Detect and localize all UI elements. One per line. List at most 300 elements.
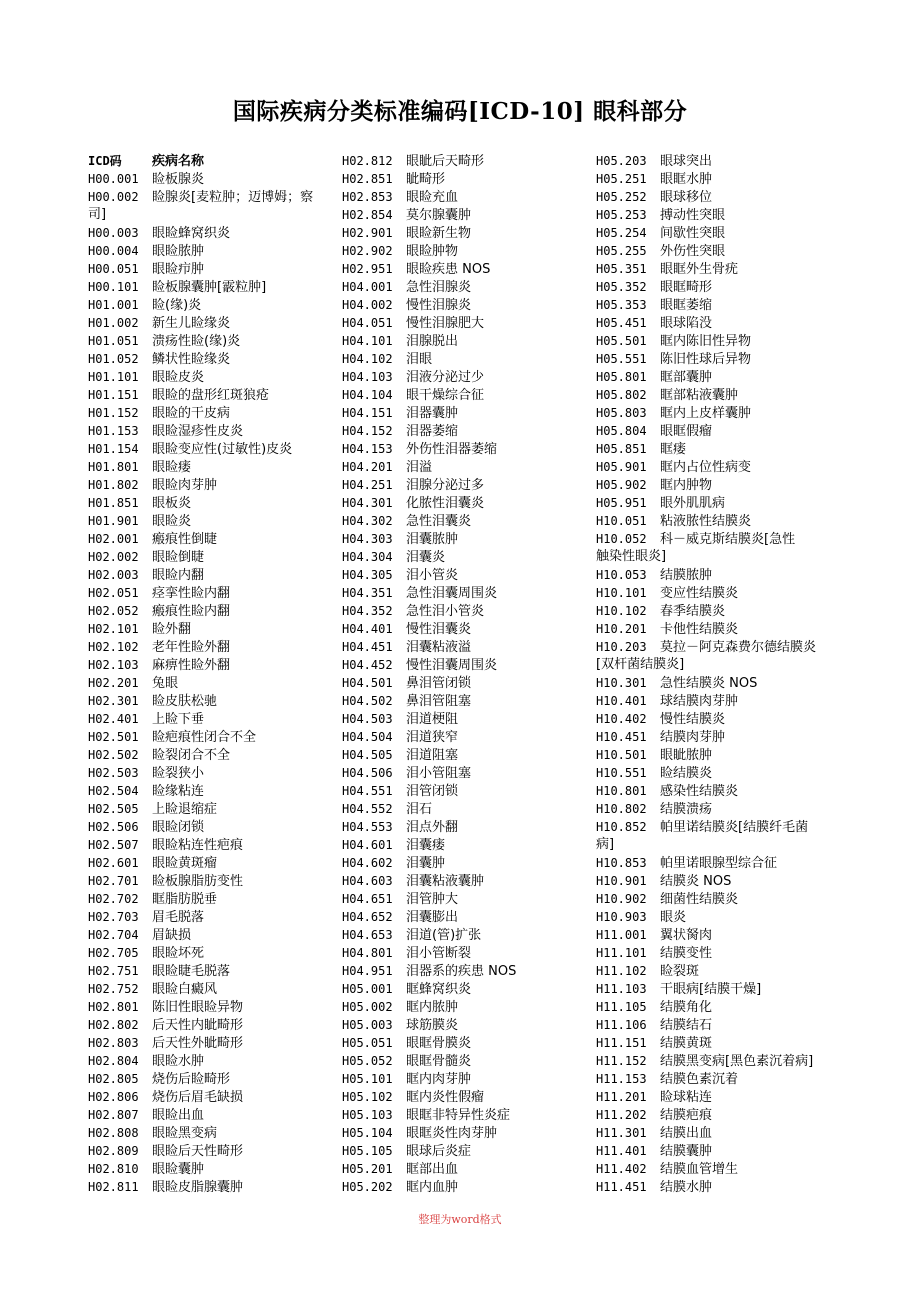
disease-name: 眼眦后天畸形 <box>406 154 485 169</box>
disease-name: 眼炎 <box>660 910 687 925</box>
icd-code: H11.301 <box>596 1126 647 1140</box>
icd-code: H02.002 <box>88 550 139 564</box>
table-row <box>596 746 841 764</box>
icd-code: H11.106 <box>596 1018 647 1032</box>
icd-code: H04.001 <box>342 280 393 294</box>
icd-code: H02.951 <box>342 262 393 276</box>
icd-code: H10.852 <box>596 820 647 834</box>
icd-code: H04.653 <box>342 928 393 942</box>
table-row <box>342 746 587 764</box>
table-row <box>342 242 587 260</box>
table-row <box>342 260 587 278</box>
table-row <box>88 674 333 692</box>
disease-name: 结膜色素沉着 <box>660 1072 739 1087</box>
table-row <box>596 512 841 530</box>
icd-code: H04.506 <box>342 766 393 780</box>
disease-name: 眼睑内翻 <box>152 568 205 583</box>
icd-code: H05.001 <box>342 982 393 996</box>
table-row <box>342 998 587 1016</box>
icd-code: H02.808 <box>88 1126 139 1140</box>
icd-code: H02.804 <box>88 1054 139 1068</box>
disease-name: 泪囊肿 <box>406 856 446 871</box>
table-row <box>88 710 333 728</box>
disease-name: 眼眶骨髓炎 <box>406 1054 472 1069</box>
table-row <box>596 296 841 314</box>
disease-name: 鼻泪管阻塞 <box>406 694 472 709</box>
table-row <box>88 944 333 962</box>
disease-name: 帕里诺结膜炎[结膜纤毛菌 <box>660 820 809 835</box>
icd-code: H04.401 <box>342 622 393 636</box>
icd-code: H01.152 <box>88 406 139 420</box>
icd-code: H05.203 <box>596 154 647 168</box>
disease-name: 烧伤后眉毛缺损 <box>152 1090 244 1105</box>
disease-name: 睑外翻 <box>152 622 192 637</box>
disease-name: 睑(缘)炎 <box>152 298 202 313</box>
icd-code: H02.506 <box>88 820 139 834</box>
table-row <box>596 1034 841 1052</box>
table-row <box>596 872 841 890</box>
icd-code: H04.601 <box>342 838 393 852</box>
table-row <box>88 818 333 836</box>
disease-name: 痉挛性睑内翻 <box>152 586 231 601</box>
table-row <box>88 584 333 602</box>
disease-name: 球结膜肉芽肿 <box>660 694 739 709</box>
table-row <box>88 260 333 278</box>
icd-code: H01.002 <box>88 316 139 330</box>
icd-code: H05.255 <box>596 244 647 258</box>
icd-code: H00.002 <box>88 190 139 204</box>
icd-code: H05.804 <box>596 424 647 438</box>
icd-code: H11.451 <box>596 1180 647 1194</box>
disease-name-continuation: 病] <box>596 837 615 852</box>
disease-name: 眼睑白癜风 <box>152 982 218 997</box>
icd-code: H02.752 <box>88 982 139 996</box>
icd-code: H05.353 <box>596 298 647 312</box>
disease-name-continuation: [双杆菌结膜炎] <box>596 657 685 672</box>
disease-name: 眼睑疖肿 <box>152 262 205 277</box>
table-row <box>342 386 587 404</box>
disease-name: 泪溢 <box>406 460 433 475</box>
table-row <box>596 908 841 926</box>
table-row <box>342 188 587 206</box>
table-row <box>596 890 841 908</box>
table-row <box>596 206 841 224</box>
table-row <box>342 548 587 566</box>
disease-name: 眼眶水肿 <box>660 172 713 187</box>
table-row <box>342 314 587 332</box>
table-row <box>596 242 841 260</box>
table-row <box>88 926 333 944</box>
disease-name: 结膜出血 <box>660 1126 713 1141</box>
icd-code: H05.201 <box>342 1162 393 1176</box>
icd-code: H11.102 <box>596 964 647 978</box>
icd-code: H01.101 <box>88 370 139 384</box>
icd-code: H02.803 <box>88 1036 139 1050</box>
disease-name: 结膜黑变病[黑色素沉着病] <box>660 1054 814 1069</box>
icd-code: H02.751 <box>88 964 139 978</box>
disease-name: 上睑下垂 <box>152 712 205 727</box>
table-row <box>596 404 841 422</box>
icd-code: H01.051 <box>88 334 139 348</box>
table-row <box>342 206 587 224</box>
disease-name: 鼻泪管闭锁 <box>406 676 472 691</box>
icd-code: H04.603 <box>342 874 393 888</box>
disease-name: 眼球移位 <box>660 190 713 205</box>
icd-code: H00.101 <box>88 280 139 294</box>
icd-code: H05.902 <box>596 478 647 492</box>
disease-name: 粘液脓性结膜炎 <box>660 514 752 529</box>
table-row <box>342 368 587 386</box>
table-row <box>596 188 841 206</box>
icd-code: H10.101 <box>596 586 647 600</box>
icd-code: H05.102 <box>342 1090 393 1104</box>
disease-name: 结膜黄斑 <box>660 1036 713 1051</box>
disease-name: 泪囊炎 <box>406 550 446 565</box>
icd-code: H02.501 <box>88 730 139 744</box>
disease-name: 结膜变性 <box>660 946 713 961</box>
disease-name: 眼睑变应性(过敏性)皮炎 <box>152 442 293 457</box>
icd-code: H02.703 <box>88 910 139 924</box>
disease-name: 眼睑黑变病 <box>152 1126 218 1141</box>
table-row <box>88 1124 333 1142</box>
icd-code: H05.501 <box>596 334 647 348</box>
disease-name: 急性泪小管炎 <box>406 604 485 619</box>
icd-code: H10.052 <box>596 532 647 546</box>
table-row <box>342 908 587 926</box>
disease-name: 卡他性结膜炎 <box>660 622 739 637</box>
icd-code: H05.251 <box>596 172 647 186</box>
icd-code: H02.802 <box>88 1018 139 1032</box>
disease-name: 眼眶假瘤 <box>660 424 713 439</box>
table-row <box>88 782 333 800</box>
icd-code: H02.101 <box>88 622 139 636</box>
disease-name: 溃疡性睑(缘)炎 <box>152 334 241 349</box>
disease-name: 结膜疤痕 <box>660 1108 713 1123</box>
table-row <box>88 980 333 998</box>
icd-code: H00.004 <box>88 244 139 258</box>
table-row <box>88 1016 333 1034</box>
table-row <box>88 908 333 926</box>
icd-code: H05.451 <box>596 316 647 330</box>
disease-name: 眼睑疾患 NOS <box>406 262 491 277</box>
disease-name: 泪眼 <box>406 352 433 367</box>
icd-code: H02.810 <box>88 1162 139 1176</box>
disease-name: 眶内脓肿 <box>406 1000 459 1015</box>
icd-code: H02.503 <box>88 766 139 780</box>
icd-code: H04.104 <box>342 388 393 402</box>
icd-code: H10.051 <box>596 514 647 528</box>
disease-name: 科－威克斯结膜炎[急性 <box>660 532 796 547</box>
icd-column-1 <box>88 152 333 1196</box>
table-row <box>88 440 333 458</box>
table-row <box>342 674 587 692</box>
disease-name: 睑球粘连 <box>660 1090 713 1105</box>
disease-name: 眼睑倒睫 <box>152 550 205 565</box>
icd-code: H04.951 <box>342 964 393 978</box>
disease-name: 眼眶萎缩 <box>660 298 713 313</box>
icd-code: H02.806 <box>88 1090 139 1104</box>
table-row <box>342 458 587 476</box>
icd-code: H05.002 <box>342 1000 393 1014</box>
icd-code: H02.902 <box>342 244 393 258</box>
icd-code: H05.551 <box>596 352 647 366</box>
table-row <box>342 620 587 638</box>
table-row <box>342 1088 587 1106</box>
icd-code: H05.103 <box>342 1108 393 1122</box>
table-row <box>596 260 841 278</box>
icd-code: H05.951 <box>596 496 647 510</box>
table-row <box>88 314 333 332</box>
icd-code: H10.402 <box>596 712 647 726</box>
table-row <box>342 566 587 584</box>
disease-name: 瘢痕性倒睫 <box>152 532 218 547</box>
disease-name: 睑板腺囊肿[霰粒肿] <box>152 280 267 295</box>
disease-name: 眶部粘液囊肿 <box>660 388 739 403</box>
disease-name: 眼眶外生骨疣 <box>660 262 739 277</box>
disease-name: 结膜囊肿 <box>660 1144 713 1159</box>
disease-name: 瘢痕性睑内翻 <box>152 604 231 619</box>
icd-code: H02.001 <box>88 532 139 546</box>
table-row <box>88 962 333 980</box>
icd-code: H04.151 <box>342 406 393 420</box>
disease-name: 眼眶畸形 <box>660 280 713 295</box>
disease-name: 睑板腺炎 <box>152 172 205 187</box>
table-row <box>596 602 841 620</box>
disease-name: 眼球陷没 <box>660 316 713 331</box>
disease-name: 睑裂闭合不全 <box>152 748 231 763</box>
disease-name: 泪囊瘘 <box>406 838 446 853</box>
icd-code: H02.801 <box>88 1000 139 1014</box>
disease-name: 慢性泪囊炎 <box>406 622 472 637</box>
icd-code: H02.504 <box>88 784 139 798</box>
disease-name: 眼睑坏死 <box>152 946 205 961</box>
disease-name: 眼睑肉芽肿 <box>152 478 218 493</box>
table-row <box>342 656 587 674</box>
icd-code: H05.105 <box>342 1144 393 1158</box>
icd-code: H02.103 <box>88 658 139 672</box>
disease-name: 泪囊粘液溢 <box>406 640 472 655</box>
table-row <box>596 368 841 386</box>
disease-name: 睑缘粘连 <box>152 784 205 799</box>
table-row <box>88 566 333 584</box>
disease-name: 眼眶骨膜炎 <box>406 1036 472 1051</box>
table-row <box>596 386 841 404</box>
table-row <box>596 224 841 242</box>
table-row <box>342 476 587 494</box>
icd-code: H01.151 <box>88 388 139 402</box>
icd-code: H05.901 <box>596 460 647 474</box>
table-row <box>88 854 333 872</box>
disease-name-continuation: 触染性眼炎] <box>596 549 667 564</box>
table-row <box>596 170 841 188</box>
icd-code: H04.651 <box>342 892 393 906</box>
disease-name: 眶内占位性病变 <box>660 460 752 475</box>
icd-code: H11.101 <box>596 946 647 960</box>
disease-name: 眼睑蜂窝织炎 <box>152 226 231 241</box>
table-row <box>342 584 587 602</box>
table-row <box>596 422 841 440</box>
table-row <box>342 962 587 980</box>
disease-name: 泪囊脓肿 <box>406 532 459 547</box>
table-row <box>88 800 333 818</box>
icd-code: H04.553 <box>342 820 393 834</box>
disease-name: 细菌性结膜炎 <box>660 892 739 907</box>
icd-code: H05.803 <box>596 406 647 420</box>
disease-name: 眼睑皮脂腺囊肿 <box>152 1180 244 1195</box>
disease-name: 眼睑皮炎 <box>152 370 205 385</box>
table-row <box>342 692 587 710</box>
icd-code: H11.153 <box>596 1072 647 1086</box>
disease-name: 睑裂斑 <box>660 964 700 979</box>
table-row <box>88 1178 333 1196</box>
disease-name: 眼球后炎症 <box>406 1144 472 1159</box>
disease-name: 睑结膜炎 <box>660 766 713 781</box>
icd-code: H01.802 <box>88 478 139 492</box>
table-row <box>88 350 333 368</box>
table-row <box>342 530 587 548</box>
table-row <box>342 1124 587 1142</box>
table-row <box>88 1088 333 1106</box>
table-row <box>342 782 587 800</box>
disease-name: 眼眦脓肿 <box>660 748 713 763</box>
disease-name: 眼睑充血 <box>406 190 459 205</box>
disease-name: 眼睑闭锁 <box>152 820 205 835</box>
disease-name: 结膜脓肿 <box>660 568 713 583</box>
disease-name: 眼眶炎性肉芽肿 <box>406 1126 498 1141</box>
icd-code: H00.003 <box>88 226 139 240</box>
table-row <box>88 1160 333 1178</box>
disease-name: 眼睑瘘 <box>152 460 192 475</box>
disease-name: 球筋膜炎 <box>406 1018 459 1033</box>
icd-code: H04.002 <box>342 298 393 312</box>
disease-name: 干眼病[结膜干燥] <box>660 982 762 997</box>
disease-name: 间歇性突眼 <box>660 226 726 241</box>
icd-code: H10.901 <box>596 874 647 888</box>
icd-code: H11.105 <box>596 1000 647 1014</box>
icd-code: H10.053 <box>596 568 647 582</box>
table-row <box>596 692 841 710</box>
table-row <box>342 512 587 530</box>
table-row <box>88 548 333 566</box>
icd-code: H04.102 <box>342 352 393 366</box>
table-row <box>342 278 587 296</box>
icd-code: H02.805 <box>88 1072 139 1086</box>
table-row <box>342 980 587 998</box>
table-row <box>596 1016 841 1034</box>
icd-code: H04.451 <box>342 640 393 654</box>
icd-code: H10.551 <box>596 766 647 780</box>
table-row <box>88 170 333 188</box>
icd-code: H02.505 <box>88 802 139 816</box>
table-row <box>88 1052 333 1070</box>
page-footer: 整理为word格式 <box>418 1213 502 1226</box>
icd-code: H11.201 <box>596 1090 647 1104</box>
disease-name: 后天性外眦畸形 <box>152 1036 244 1051</box>
table-row <box>342 1052 587 1070</box>
table-row <box>88 764 333 782</box>
icd-code: H04.201 <box>342 460 393 474</box>
icd-code: H02.003 <box>88 568 139 582</box>
table-row <box>88 890 333 908</box>
table-row <box>596 458 841 476</box>
table-row <box>88 512 333 530</box>
icd-code: H04.153 <box>342 442 393 456</box>
disease-name: 陈旧性球后异物 <box>660 352 752 367</box>
table-row <box>342 350 587 368</box>
table-row <box>88 620 333 638</box>
icd-code: H01.052 <box>88 352 139 366</box>
disease-name: 泪道阻塞 <box>406 748 459 763</box>
disease-name: 陈旧性眼睑异物 <box>152 1000 244 1015</box>
table-row <box>342 1106 587 1124</box>
icd-code: H02.052 <box>88 604 139 618</box>
disease-name: 眶瘘 <box>660 442 687 457</box>
disease-name: 外伤性泪器萎缩 <box>406 442 498 457</box>
icd-code: H02.507 <box>88 838 139 852</box>
disease-name: 睑裂狭小 <box>152 766 205 781</box>
icd-code: H11.151 <box>596 1036 647 1050</box>
disease-name: 化脓性泪囊炎 <box>406 496 485 511</box>
table-header <box>88 152 333 170</box>
icd-code: H04.101 <box>342 334 393 348</box>
icd-code: H11.401 <box>596 1144 647 1158</box>
icd-code: H04.351 <box>342 586 393 600</box>
icd-code: H04.602 <box>342 856 393 870</box>
table-row <box>342 1178 587 1196</box>
table-row <box>88 188 333 206</box>
table-row <box>88 296 333 314</box>
disease-name: 眼睑新生物 <box>406 226 472 241</box>
icd-code: H02.807 <box>88 1108 139 1122</box>
table-row <box>596 962 841 980</box>
disease-name: 泪小管阻塞 <box>406 766 472 781</box>
table-row <box>342 638 587 656</box>
disease-name: 睑皮肤松驰 <box>152 694 218 709</box>
icd-code: H10.902 <box>596 892 647 906</box>
icd-code: H04.501 <box>342 676 393 690</box>
table-row <box>88 224 333 242</box>
disease-name: 结膜结石 <box>660 1018 713 1033</box>
table-row <box>596 764 841 782</box>
icd-code: H02.853 <box>342 190 393 204</box>
table-row <box>88 728 333 746</box>
icd-code: H11.202 <box>596 1108 647 1122</box>
icd-code: H04.301 <box>342 496 393 510</box>
table-row <box>596 620 841 638</box>
disease-name: 外伤性突眼 <box>660 244 726 259</box>
disease-name: 睑疤痕性闭合不全 <box>152 730 257 745</box>
disease-name: 眶部囊肿 <box>660 370 713 385</box>
icd-code: H02.705 <box>88 946 139 960</box>
disease-name: 眼睑黄斑瘤 <box>152 856 218 871</box>
icd-code: H05.003 <box>342 1018 393 1032</box>
table-row <box>342 710 587 728</box>
disease-name: 结膜角化 <box>660 1000 713 1015</box>
table-row <box>342 818 587 836</box>
icd-code: H00.051 <box>88 262 139 276</box>
icd-code: H04.352 <box>342 604 393 618</box>
icd-code: H11.152 <box>596 1054 647 1068</box>
disease-name: 翼状胬肉 <box>660 928 713 943</box>
disease-name-continuation: 司] <box>88 207 107 222</box>
disease-name: 结膜血管增生 <box>660 1162 739 1177</box>
icd-code: H04.251 <box>342 478 393 492</box>
table-row <box>342 422 587 440</box>
table-row <box>596 1142 841 1160</box>
disease-name: 结膜炎 NOS <box>660 874 732 889</box>
table-row <box>596 1052 841 1070</box>
disease-name: 变应性结膜炎 <box>660 586 739 601</box>
